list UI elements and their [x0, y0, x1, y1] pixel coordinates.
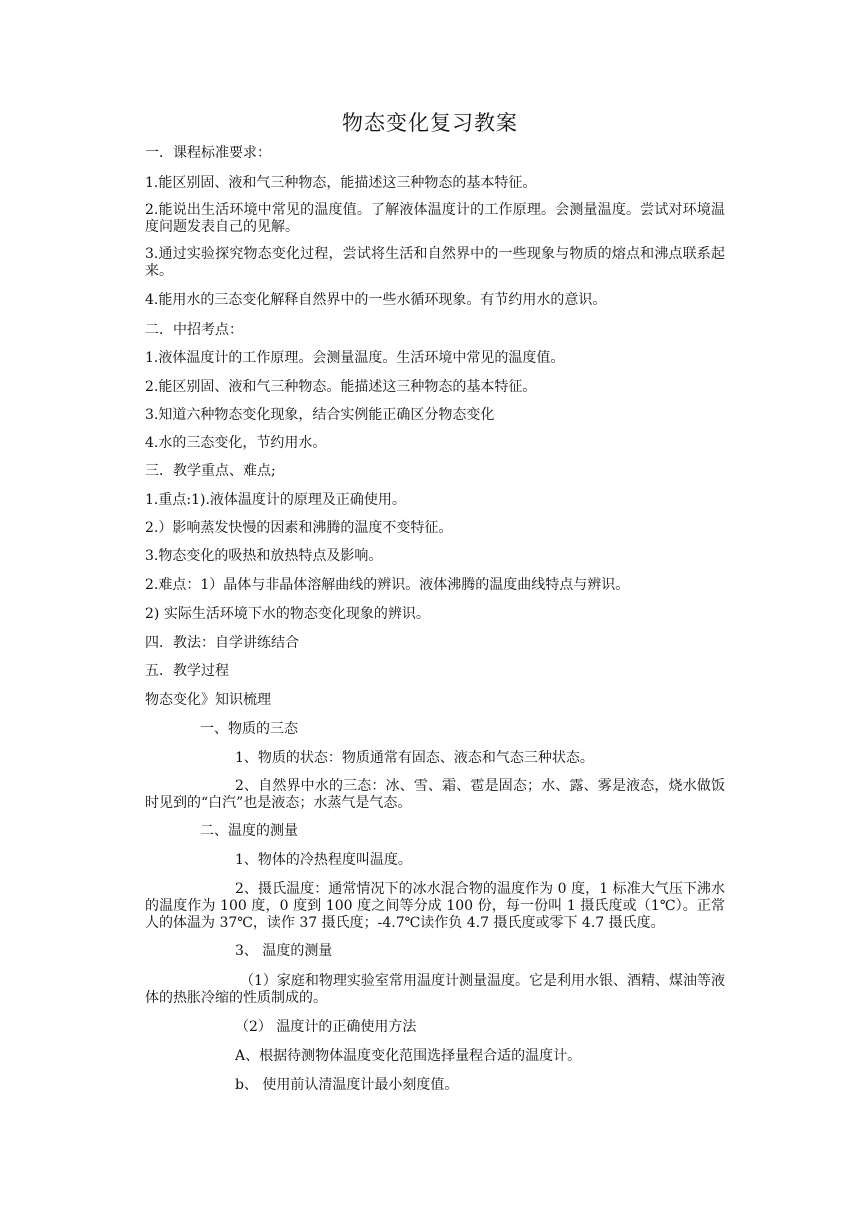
section-heading-3: 三．教学重点、难点; [145, 463, 276, 479]
paragraph: 3、 温度的测量 [235, 943, 333, 959]
section-heading-5: 五．教学过程 [145, 663, 229, 679]
section-heading-2: 二．中招考点： [145, 322, 243, 338]
paragraph: 4.水的三态变化，节约用水。 [145, 435, 327, 451]
paragraph: 1、物质的状态：物质通常有固态、液态和气态三种状态。 [235, 750, 594, 766]
knowledge-heading-1: 一、物质的三态 [200, 721, 298, 737]
paragraph: 2) 实际生活环境下水的物态变化现象的辨识。 [145, 606, 430, 622]
paragraph: 2.）影响蒸发快慢的因素和沸腾的温度不变特征。 [145, 520, 453, 536]
paragraph: 1、物体的冷热程度叫温度。 [235, 852, 412, 868]
document-title: 物态变化复习教案 [342, 111, 518, 135]
paragraph: 1.重点:1).液体温度计的原理及正确使用。 [145, 492, 406, 508]
paragraph: 3.物态变化的吸热和放热特点及影响。 [145, 548, 383, 564]
knowledge-heading-2: 二、温度的测量 [200, 823, 298, 839]
paragraph: 4.能用水的三态变化解释自然界中的一些水循环现象。有节约用水的意识。 [145, 292, 607, 308]
paragraph: b、 使用前认清温度计最小刻度值。 [235, 1077, 459, 1093]
paragraph: 2、自然界中水的三态：冰、雪、霜、雹是固态；水、露、雾是液态，烧水做饭时见到的“白汽”也是液态；水蒸气是气态。 [145, 778, 725, 811]
paragraph: 3.知道六种物态变化现象，结合实例能正确区分物态变化 [145, 407, 495, 423]
paragraph: 3.通过实验探究物态变化过程，尝试将生活和自然界中的一些现象与物质的熔点和沸点联系起来。 [145, 246, 725, 279]
paragraph: （2） 温度计的正确使用方法 [235, 1019, 417, 1035]
paragraph: 1.能区别固、液和气三种物态，能描述这三种物态的基本特征。 [145, 175, 537, 191]
paragraph: 1.液体温度计的工作原理。会测量温度。生活环境中常见的温度值。 [145, 350, 565, 366]
paragraph: 2、摄氏温度：通常情况下的冰水混合物的温度作为 0 度，1 标准大气压下沸水的温度作为 100 度，0 度到 100 度之间等分成 100 份，每一份叫 1 摄氏度或（1℃）。正常人的体温为 37℃，读作 37 摄氏度；-4.7℃读作负 4.7 摄氏度或零下 4.7 摄氏度。 [145, 881, 725, 931]
section-heading-1: 一．课程标准要求： [145, 145, 271, 161]
paragraph: 2.难点：1）晶体与非晶体溶解曲线的辨识。液体沸腾的温度曲线特点与辨识。 [145, 577, 630, 593]
paragraph: 2.能区别固、液和气三种物态。能描述这三种物态的基本特征。 [145, 379, 537, 395]
paragraph: A、根据待测物体温度变化范围选择量程合适的温度计。 [235, 1048, 582, 1064]
paragraph: （1）家庭和物理实验室常用温度计测量温度。它是利用水银、酒精、煤油等液体的热胀冷缩的性质制成的。 [145, 973, 725, 1006]
paragraph: 2.能说出生活环境中常见的温度值。了解液体温度计的工作原理。会测量温度。尝试对环境温度问题发表自己的见解。 [145, 202, 725, 235]
section-heading-4: 四．教法：自学讲练结合 [145, 635, 299, 651]
subsection-title: 物态变化》知识梳理 [145, 692, 271, 708]
